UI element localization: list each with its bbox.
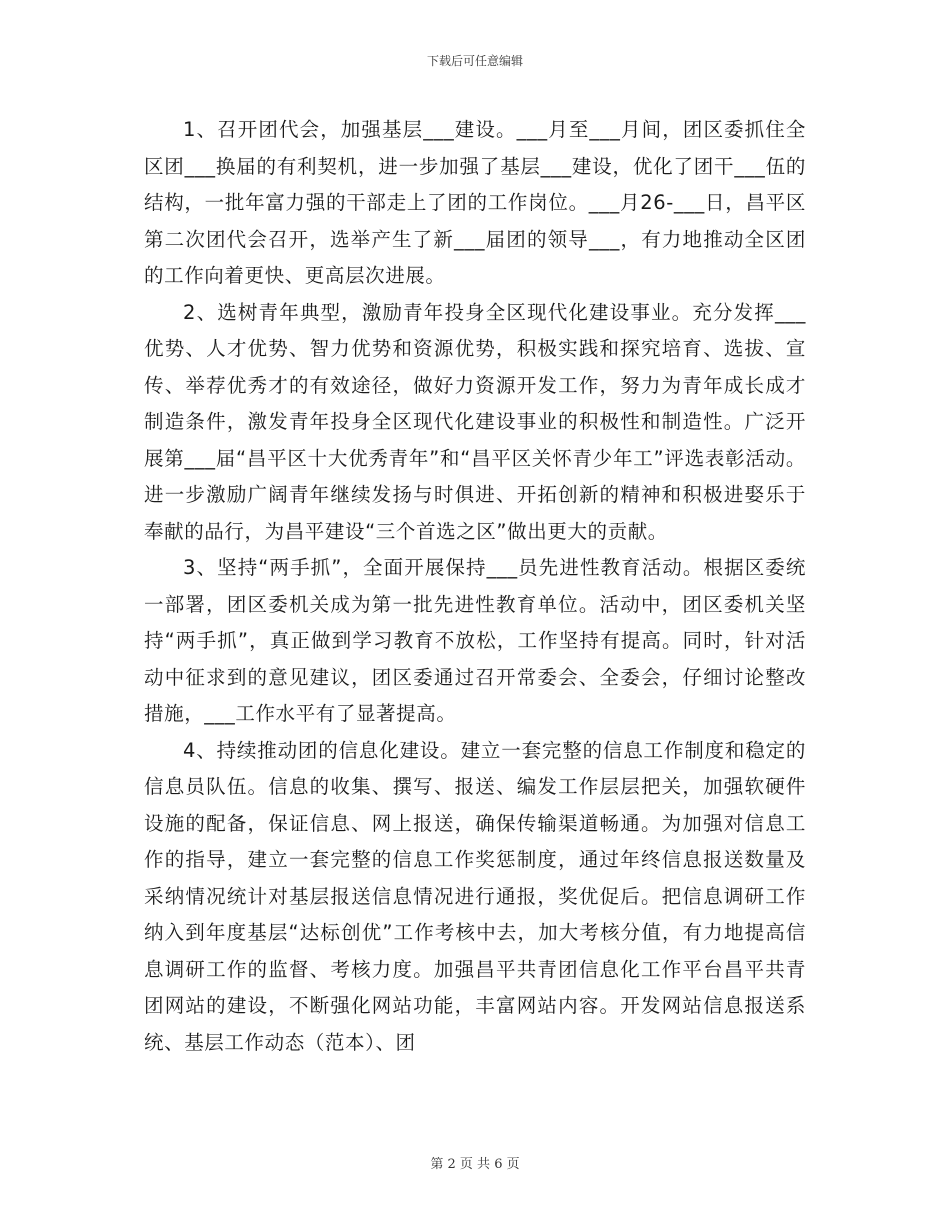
paragraph-1: 1、召开团代会，加强基层___建设。___月至___月间，团区委抓住全区团___换届的有利契机，进一步加强了基层___建设，优化了团干___伍的结构，一批年富力强的干部走上了团的工作岗位。___月26-___日，昌平区第二次团代会召开，选举产生了新___届团的领导___，有力地推动全区团的工作向着更快、更高层次进展。 [144, 118, 806, 287]
document-body [144, 112, 806, 1061]
paragraph-2: 2、选树青年典型，激励青年投身全区现代化建设事业。充分发挥___优势、人才优势、智力优势和资源优势，积极实践和探究培育、选拔、宣传、举荐优秀才的有效途径，做好力资源开发工作，努力为青年成长成才制造条件，激发青年投身全区现代化建设事业的积极性和制造性。广泛开展第___届“昌平区十大优秀青年”和“昌平区关怀青少年工”评选表彰活动。进一步激励广阔青年继续发扬与时俱进、开拓创新的精神和积极进娶乐于奉献的品行，为昌平建设“三个首选之区”做出更大的贡献。 [144, 300, 806, 543]
paragraph-3: 3、坚持“两手抓”，全面开展保持___员先进性教育活动。根据区委统一部署，团区委机关成为第一批先进性教育单位。活动中，团区委机关坚持“两手抓”，真正做到学习教育不放松，工作坚持有提高。同时，针对活动中征求到的意见建议，团区委通过召开常委会、全委会，仔细讨论整改措施，___工作水平有了显著提高。 [144, 556, 806, 725]
page-header-note: 下载后可任意编辑 [426, 54, 523, 68]
paragraph-4: 4、持续推动团的信息化建设。建立一套完整的信息工作制度和稳定的信息员队伍。信息的收集、撰写、报送、编发工作层层把关，加强软硬件设施的配备，保证信息、网上报送，确保传输渠道畅通。为加强对信息工作的指导，建立一套完整的信息工作奖惩制度，通过年终信息报送数量及采纳情况统计对基层报送信息情况进行通报，奖优促后。把信息调研工作纳入到年度基层“达标创优”工作考核中去，加大考核分值，有力地提高信息调研工作的监督、考核力度。加强昌平共青团信息化工作平台昌平共青团网站的建设，不断强化网站功能，丰富网站内容。开发网站信息报送系统、基层工作动态（范本）、团 [144, 738, 806, 1054]
page-number: 第 2 页 共 6 页 [430, 1157, 520, 1172]
